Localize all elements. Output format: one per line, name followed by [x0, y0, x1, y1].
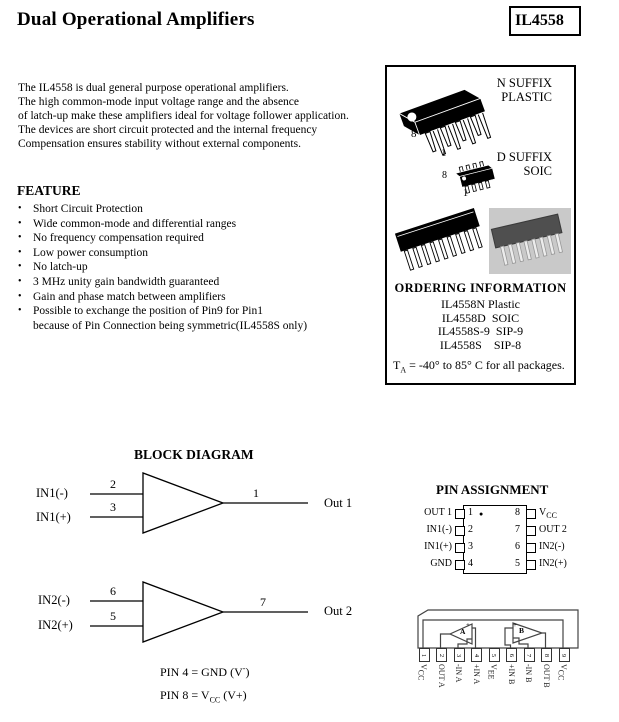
d-suffix-label	[497, 150, 552, 178]
pin-6	[526, 543, 536, 553]
note-gnd-sup: -	[242, 664, 246, 673]
bullet: •	[18, 217, 22, 229]
feature-heading: FEATURE	[17, 183, 81, 198]
pin-2	[455, 526, 465, 536]
feature-text: Short Circuit Protection	[33, 203, 143, 215]
temperature-note	[393, 358, 565, 374]
bullet: •	[18, 305, 22, 317]
part-number: IL4558	[515, 12, 564, 29]
temp-note-pre: T	[393, 358, 401, 372]
bullet: •	[18, 261, 22, 273]
description-line: The high common-mode input voltage range and the absence	[18, 96, 300, 108]
sip-pin-5-num: 5	[490, 653, 498, 657]
amp2-in-neg-label: IN2(-)	[38, 593, 70, 607]
opamp-b-pos-wire	[505, 628, 513, 648]
opamp-a-label: A	[460, 627, 466, 636]
ordering-line: IL4558D SOIC	[441, 310, 520, 325]
feature-item	[18, 304, 307, 319]
sip-pin-8-label-pre: OUT B	[541, 664, 551, 688]
pin4-gnd-note	[160, 664, 249, 680]
feature-text: Wide common-mode and differential ranges	[33, 217, 237, 230]
pin8-label-sub: CC	[546, 511, 557, 520]
opamp-b-plus: +	[513, 621, 517, 629]
page-title: Dual Operational Amplifiers	[17, 9, 255, 30]
sip-pin-2-num: 2	[438, 653, 445, 657]
sip-pin-7-label-pre: -IN B	[524, 664, 533, 683]
pin-1	[455, 509, 465, 519]
d-suffix-line2: SOIC	[523, 164, 552, 178]
pin5-number: 5	[515, 558, 520, 569]
pin-7	[526, 526, 536, 536]
pin8-label	[539, 507, 557, 520]
amp1-pin-in-pos: 3	[110, 500, 116, 514]
sip-pin-4-label	[469, 664, 481, 684]
pin7-label	[539, 524, 567, 537]
pin1-number: 1	[468, 507, 473, 518]
temp-note-rest: = -40° to 85° C for all packages.	[406, 358, 565, 372]
soic-pin8-label: 8	[442, 170, 447, 181]
amp2-pin-out: 7	[260, 595, 266, 609]
amp1-in-neg-label: IN1(-)	[36, 486, 68, 500]
sip-pin-8-label	[539, 664, 551, 688]
note-vcc-sub: CC	[209, 695, 221, 705]
feature-item	[18, 260, 307, 275]
block-diagram-title: BLOCK DIAGRAM	[134, 447, 254, 462]
description-line: The devices are short circuit protected and the internal frequency	[18, 124, 318, 136]
amp1-out-label: Out 1	[324, 496, 353, 510]
sip-pin-3-label	[451, 664, 463, 682]
bullet: •	[18, 275, 22, 287]
sip-pin-2	[436, 648, 447, 662]
sip-pin-9-label	[556, 664, 568, 680]
ordering-heading: ORDERING INFORMATION	[394, 281, 567, 295]
pin8-vcc-note	[160, 688, 247, 704]
n-suffix-line1: N SUFFIX	[496, 76, 552, 90]
feature-text: Low power consumption	[33, 246, 148, 259]
feature-item	[18, 217, 307, 232]
sip-pin-1-label	[416, 664, 428, 680]
d-suffix-line1: D SUFFIX	[496, 150, 552, 164]
sip-pin-3	[454, 648, 465, 662]
amp1-pin-out: 1	[253, 486, 259, 500]
pin8-number: 8	[515, 507, 520, 518]
description-line: Compensation ensures stability without external components.	[18, 138, 301, 150]
sip-pin-9	[559, 648, 570, 662]
sip-pin-9-label-sub: CC	[556, 669, 566, 681]
amp1-pin-in-neg: 2	[110, 477, 116, 491]
temp-note-sub: A	[400, 365, 407, 375]
sip-pin-6	[506, 648, 517, 662]
feature-item	[18, 275, 307, 290]
sip-pin-6-num: 6	[508, 653, 515, 657]
sip-pin-4	[471, 648, 482, 662]
opamp-a-plus: +	[466, 621, 470, 629]
sip-pin-5	[489, 648, 500, 662]
feature-text: Gain and phase match between amplifiers	[33, 290, 226, 303]
pin-3	[455, 543, 465, 553]
pin-5	[526, 560, 536, 570]
pin4-label: GND	[430, 558, 452, 569]
block-diagram-drawing	[25, 465, 385, 660]
sip-pin-4-label-pre: +IN A	[471, 664, 481, 685]
pin3-number: 3	[468, 541, 473, 552]
sip-package-photo	[489, 208, 571, 274]
sip-pin-2-label	[434, 664, 446, 688]
bullet: •	[18, 290, 22, 302]
part-number-box	[509, 6, 581, 36]
ordering-line: IL4558S SIP-8	[439, 337, 522, 352]
sip-pin-2-label-pre: OUT A	[436, 664, 446, 688]
dip-pin1-label: 1	[441, 147, 447, 159]
sip-pin-1-label-sub: CC	[416, 669, 426, 681]
pin-8	[526, 509, 536, 519]
feature-text: No latch-up	[33, 261, 88, 274]
soic-body-group	[454, 160, 496, 195]
sip-package-drawing	[395, 201, 489, 281]
sip-pin-8-num: 8	[543, 653, 550, 657]
bullet: •	[18, 246, 22, 258]
bullet: •	[18, 203, 22, 214]
pin8-label-pre: V	[539, 507, 547, 518]
amp2-in-pos-label: IN2(+)	[38, 618, 73, 632]
sip-pin-9-label-pre: V	[559, 664, 568, 670]
feature-text: 3 MHz unity gain bandwidth guaranteed	[33, 275, 220, 288]
sip-body-group	[395, 207, 487, 271]
ordering-lines	[387, 298, 574, 352]
sip-pin-1-label-pre: V	[419, 664, 428, 670]
note-gnd-rest: )	[245, 665, 250, 679]
pin3-label: IN1(+)	[424, 541, 452, 552]
amp2-pin-in-pos: 5	[110, 609, 116, 623]
description-line: of latch-up make these amplifiers ideal for voltage follower application.	[18, 110, 349, 122]
dip-package-drawing	[391, 71, 503, 165]
feature-item	[18, 202, 307, 217]
sip-pin-7-num: 7	[525, 653, 533, 657]
dip-body-group	[399, 85, 495, 164]
pin7-label-pre: OUT 2	[539, 524, 567, 535]
pin-4	[455, 560, 465, 570]
note-vcc-rest: (V+)	[220, 688, 247, 702]
pin6-label	[539, 541, 565, 554]
sip-pin-3-num: 3	[455, 653, 463, 657]
pin6-number: 6	[515, 541, 520, 552]
sip9-schematic	[405, 600, 600, 722]
feature-text: Possible to exchange the position of Pin9 for Pin1	[33, 305, 263, 318]
sip-pin-7-label	[521, 664, 533, 682]
sip-pin-7	[524, 648, 535, 662]
pin1-label: OUT 1	[424, 507, 452, 518]
amp2-pin-in-neg: 6	[110, 584, 116, 598]
description	[18, 81, 349, 151]
pin-assignment-diagram	[420, 500, 615, 584]
sip-pin-4-num: 4	[473, 653, 480, 657]
opamp1-wires	[90, 473, 308, 533]
sip-pin-6-label-pre: +IN B	[506, 664, 516, 685]
pin7-number: 7	[515, 524, 520, 535]
ordering-line: IL4558N Plastic	[441, 297, 520, 311]
n-suffix-line2: PLASTIC	[501, 90, 552, 104]
feature-text: No frequency compensation required	[33, 232, 204, 245]
opamp-b-out-wire	[542, 633, 546, 648]
sip-pin-5-label-sub: EE	[486, 669, 496, 680]
amp1-in-pos-label: IN1(+)	[36, 510, 71, 524]
note-vcc-pre: PIN 8 = V	[160, 688, 210, 702]
feature-item	[18, 290, 307, 305]
pin2-number: 2	[468, 524, 473, 535]
sip-pin-5-label	[486, 664, 498, 680]
soic-pin1-label: 1	[463, 188, 468, 199]
soic-package-drawing	[447, 159, 501, 195]
sip9-schematic-drawing	[405, 600, 600, 722]
note-gnd-pre: PIN 4 = GND (V	[160, 665, 243, 679]
sip-pin-5-label-pre: V	[489, 664, 498, 670]
pin5-label	[539, 558, 567, 571]
pin1-dot: ●	[479, 510, 484, 518]
feature-item	[18, 231, 307, 246]
package-info-box	[385, 65, 576, 385]
opamp-a-out-wire	[441, 634, 451, 648]
pin4-number: 4	[468, 558, 473, 569]
feature-list	[18, 202, 307, 333]
description-line: The IL4558 is dual general purpose operational amplifiers.	[18, 82, 289, 94]
opamp-b-label: B	[519, 626, 525, 635]
pin2-label: IN1(-)	[426, 524, 452, 535]
sip-pin-8	[541, 648, 552, 662]
opamp-b-triangle	[513, 623, 542, 643]
sip-pin-9-num: 9	[560, 653, 568, 657]
pin5-label-pre: IN2(+)	[539, 558, 567, 569]
ordering-line: IL4558S-9 SIP-9	[437, 324, 524, 338]
pin-assignment-title: PIN ASSIGNMENT	[436, 482, 549, 497]
amp2-out-label: Out 2	[324, 604, 353, 618]
feature-item	[18, 246, 307, 261]
sip-pin-1-num: 1	[420, 653, 428, 657]
pin6-label-pre: IN2(-)	[539, 541, 565, 552]
opamp2-wires	[90, 582, 308, 642]
sip-pin-3-label-pre: -IN A	[454, 664, 463, 683]
dip-pin8-label: 8	[411, 128, 417, 140]
feature-item-continuation: because of Pin Connection being symmetric(IL4558S only)	[33, 319, 308, 332]
sip9-package-outline	[418, 610, 578, 648]
sip-pin-1	[419, 648, 430, 662]
sip-pin-6-label	[504, 664, 516, 684]
bullet: •	[18, 232, 22, 244]
n-suffix-label	[497, 76, 552, 104]
